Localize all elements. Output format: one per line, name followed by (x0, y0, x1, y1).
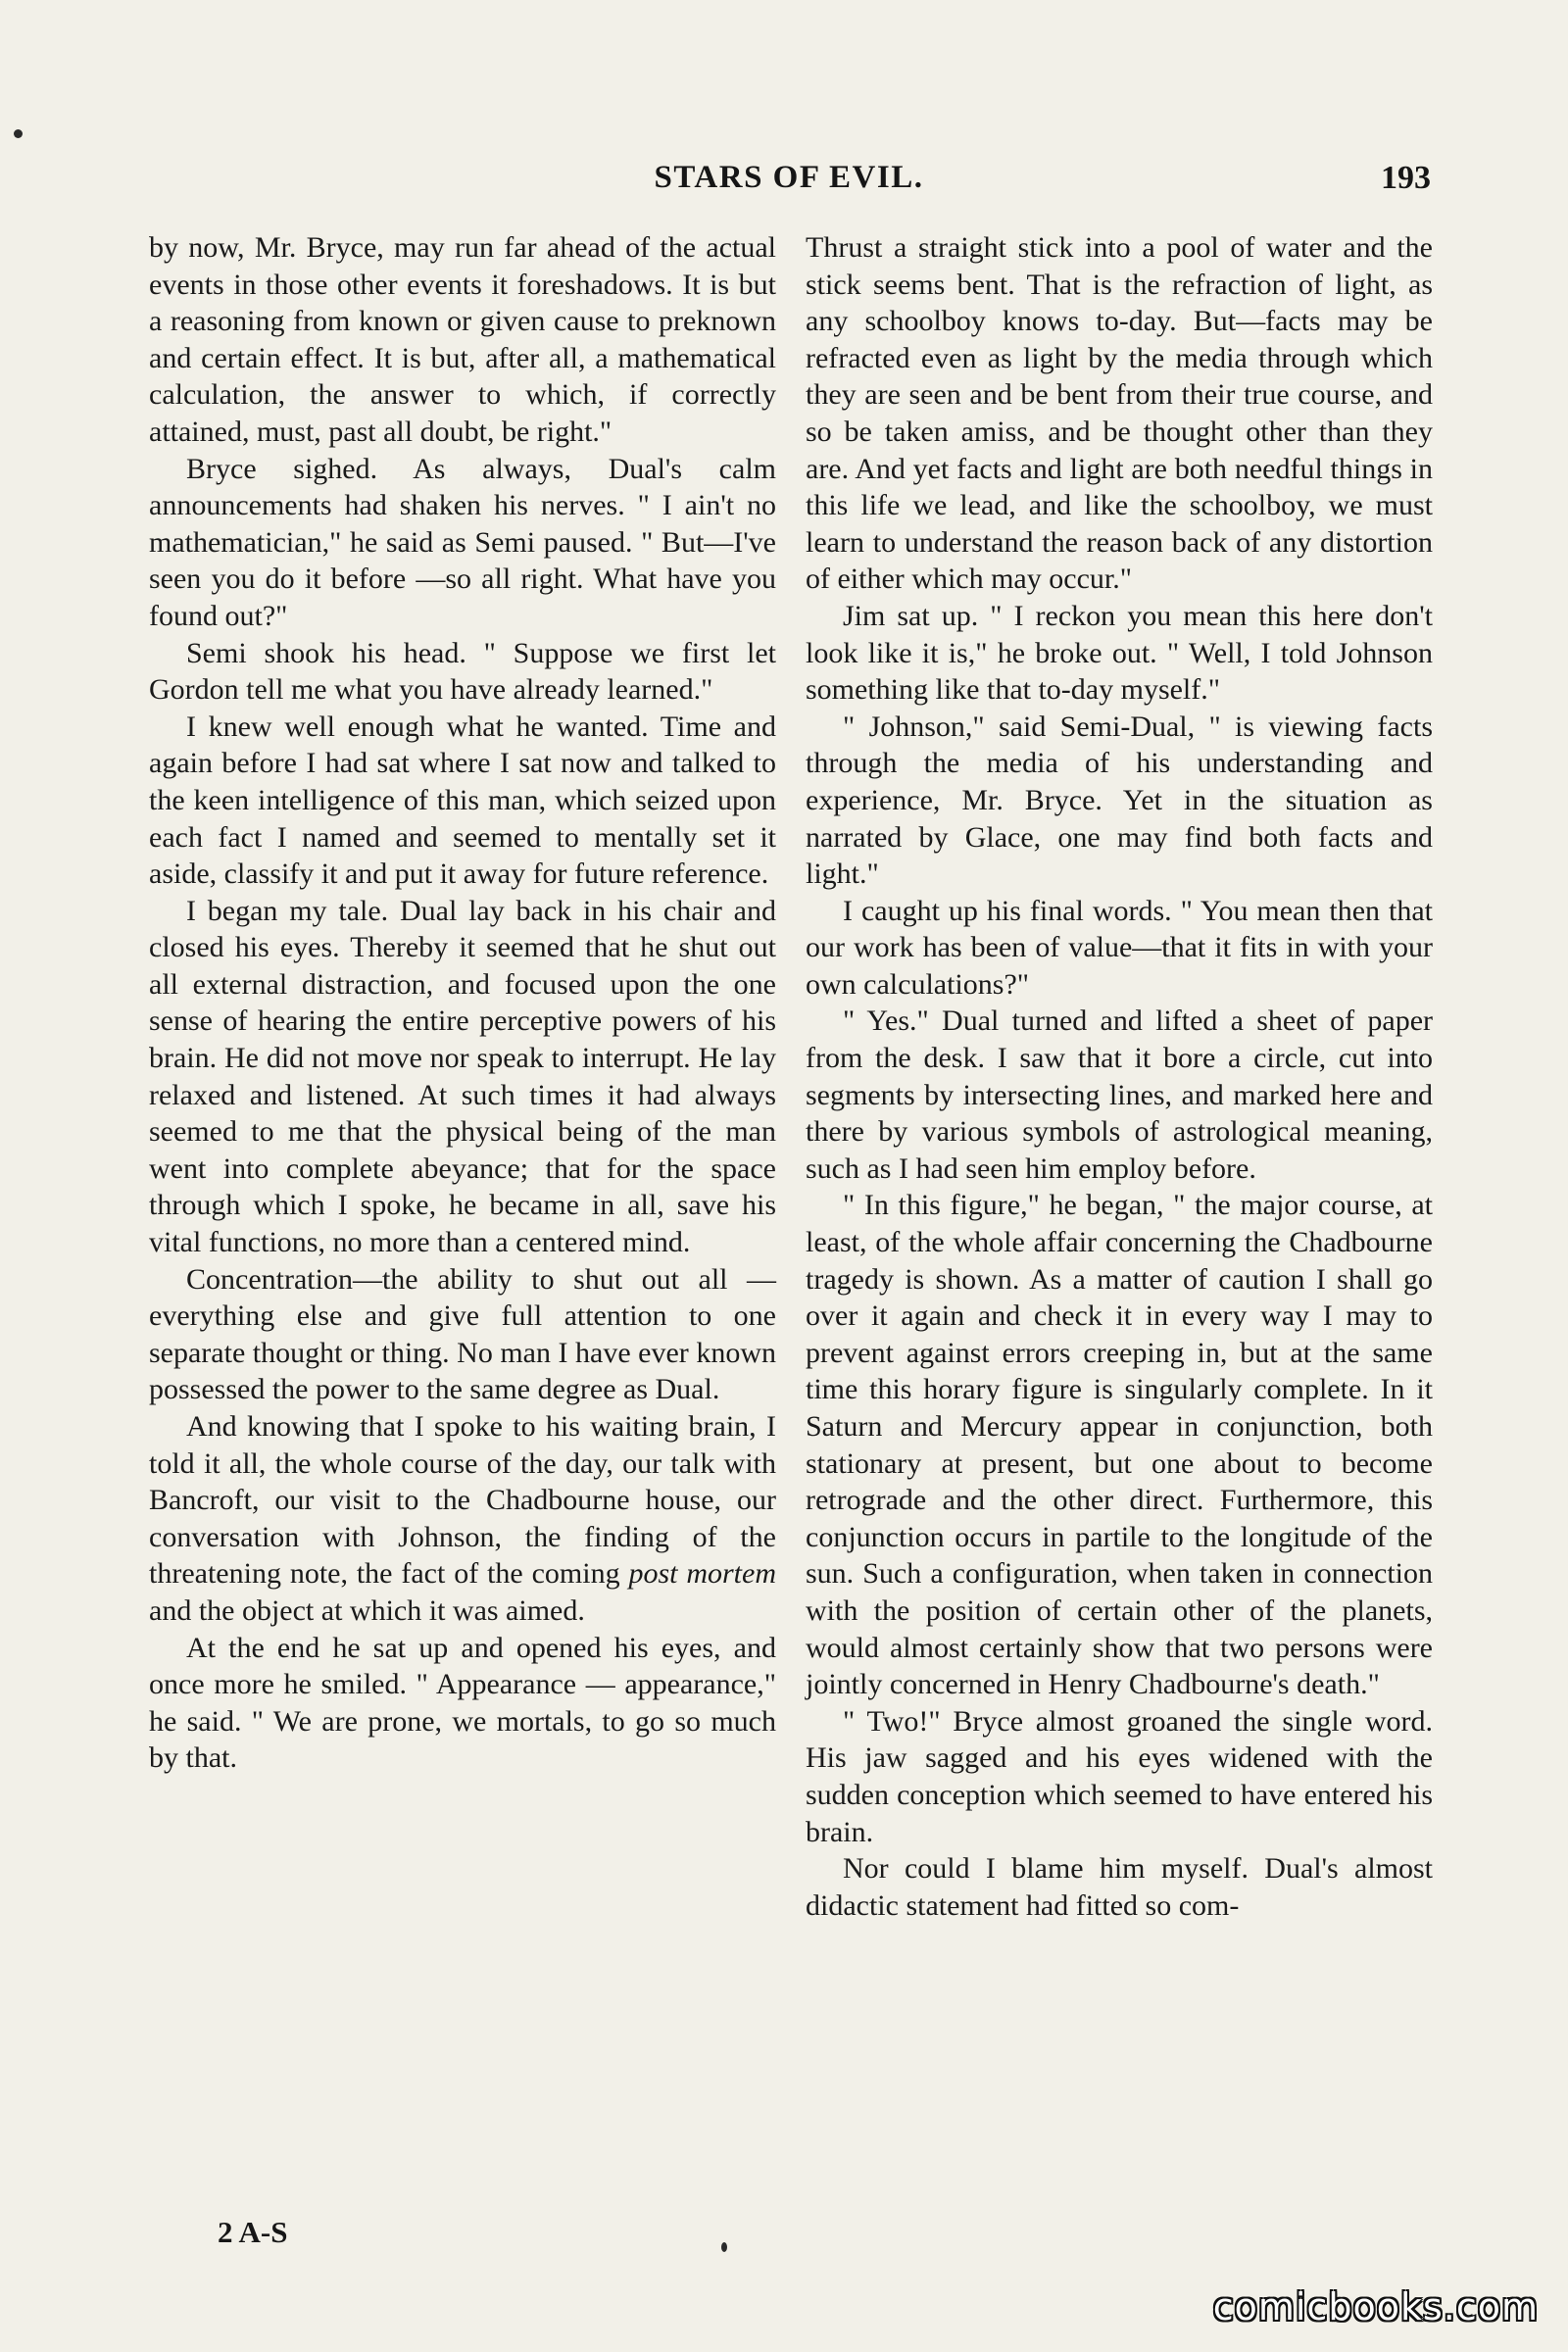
paragraph: " Johnson," said Semi-Dual, " is viewing facts through the media of his understanding and experience, Mr. Bryce. Yet in the situation as narrated by Glace, one may find both facts and light." (806, 710, 1433, 891)
paragraph: I caught up his final words. " You mean then that our work has been of value—that it fits in with your own calculations?" (806, 894, 1433, 1001)
paragraph: Thrust a straight stick into a pool of water and the stick seems bent. That is the refraction of light, as any schoolboy knows to-day. But—facts may be refracted even as light by the media through which they are seen and be bent from their true course, and so be taken amiss, and be thought other than they are. And yet facts and light are both needful things in this life we lead, and like the schoolboy, we must learn to understand the reason back of any distortion of either which may occur." (806, 231, 1433, 596)
running-title: STARS OF EVIL. (654, 160, 924, 195)
page-header (147, 160, 1431, 211)
paragraph: At the end he sat up and opened his eyes, and once more he smiled. " Appearance — appearance," he said. " We are prone, we mortals, to go so much by that. (149, 1631, 776, 1775)
page-number: 193 (1381, 160, 1431, 196)
ink-speck (14, 129, 23, 138)
paragraph: " In this figure," he began, " the major course, at least, of the whole affair concerning the Chadbourne tragedy is shown. As a matter of caution I shall go over it again and check it in every way I may to prevent against errors creeping in, but at the same time this horary figure is singularly complete. In it Saturn and Mercury appear in conjunction, both stationary at present, but one about to become retrograde and the other direct. Furthermore, this conjunction occurs in partile to the longitude of the sun. Such a configuration, when taken in connection with the position of certain other of the planets, would almost certainly show that two persons were jointly concerned in Henry Chadbourne's death." (806, 1189, 1433, 1701)
signature-mark: 2 A-S (218, 2215, 288, 2249)
paragraph: by now, Mr. Bryce, may run far ahead of the actual events in those other events it foreshadows. It is but a reasoning from known or given cause to preknown and certain effect. It is but, after all, a mathematical calculation, the answer to which, if correctly attained, must, past all doubt, be right." (149, 231, 776, 448)
paragraph: I began my tale. Dual lay back in his chair and closed his eyes. Thereby it seemed that he shut out all external distraction, and focused upon the one sense of hearing the entire perceptive powers of his brain. He did not move nor speak to interrupt. He lay relaxed and listened. At such times it had always seemed to me that the physical being of the man went into complete abeyance; that for the space through which I spoke, he became in all, save his vital functions, no more than a centered mind. (149, 894, 776, 1259)
right-column (806, 229, 1433, 1924)
paragraph: Nor could I blame him myself. Dual's almost didactic statement had fitted so com- (806, 1852, 1433, 1922)
paragraph-text: And knowing that I spoke to his waiting brain, I told it all, the whole course of the day, our talk with Bancroft, our visit to the Chadbourne house, our conversation with Johnson, the finding of the threatening note, the fact of the coming (149, 1410, 776, 1591)
left-column (149, 229, 776, 1777)
paragraph: Semi shook his head. " Suppose we first let Gordon tell me what you have already learned." (149, 636, 776, 707)
site-watermark: comicbooks.com (1212, 2285, 1539, 2328)
paragraph: Jim sat up. " I reckon you mean this here don't look like it is," he broke out. " Well, I told Johnson something like that to-day myself." (806, 599, 1433, 707)
paragraph-text: and the object at which it was aimed. (149, 1593, 585, 1627)
paragraph: I knew well enough what he wanted. Time and again before I had sat where I sat now and talked to the keen intelligence of this man, which seized upon each fact I named and seemed to mentally set it aside, classify it and put it away for future reference. (149, 710, 776, 891)
paragraph: " Two!" Bryce almost groaned the single word. His jaw sagged and his eyes widened with the sudden conception which seemed to have entered his brain. (806, 1704, 1433, 1848)
paragraph: Concentration—the ability to shut out all —everything else and give full attention to one separate thought or thing. No man I have ever known possessed the power to the same degree as Dual. (149, 1262, 776, 1406)
paragraph-with-italic (149, 1408, 776, 1630)
italic-phrase: post mortem (628, 1557, 776, 1591)
paragraph: " Yes." Dual turned and lifted a sheet of paper from the desk. I saw that it bore a circle, cut into segments by intersecting lines, and marked here and there by various symbols of astrological meaning, such as I had seen him employ before. (806, 1004, 1433, 1185)
paragraph: Bryce sighed. As always, Dual's calm announcements had shaken his nerves. " I ain't no mathematician," he said as Semi paused. " But—I've seen you do it before —so all right. What have you found out?" (149, 452, 776, 632)
ink-speck (721, 2242, 727, 2252)
